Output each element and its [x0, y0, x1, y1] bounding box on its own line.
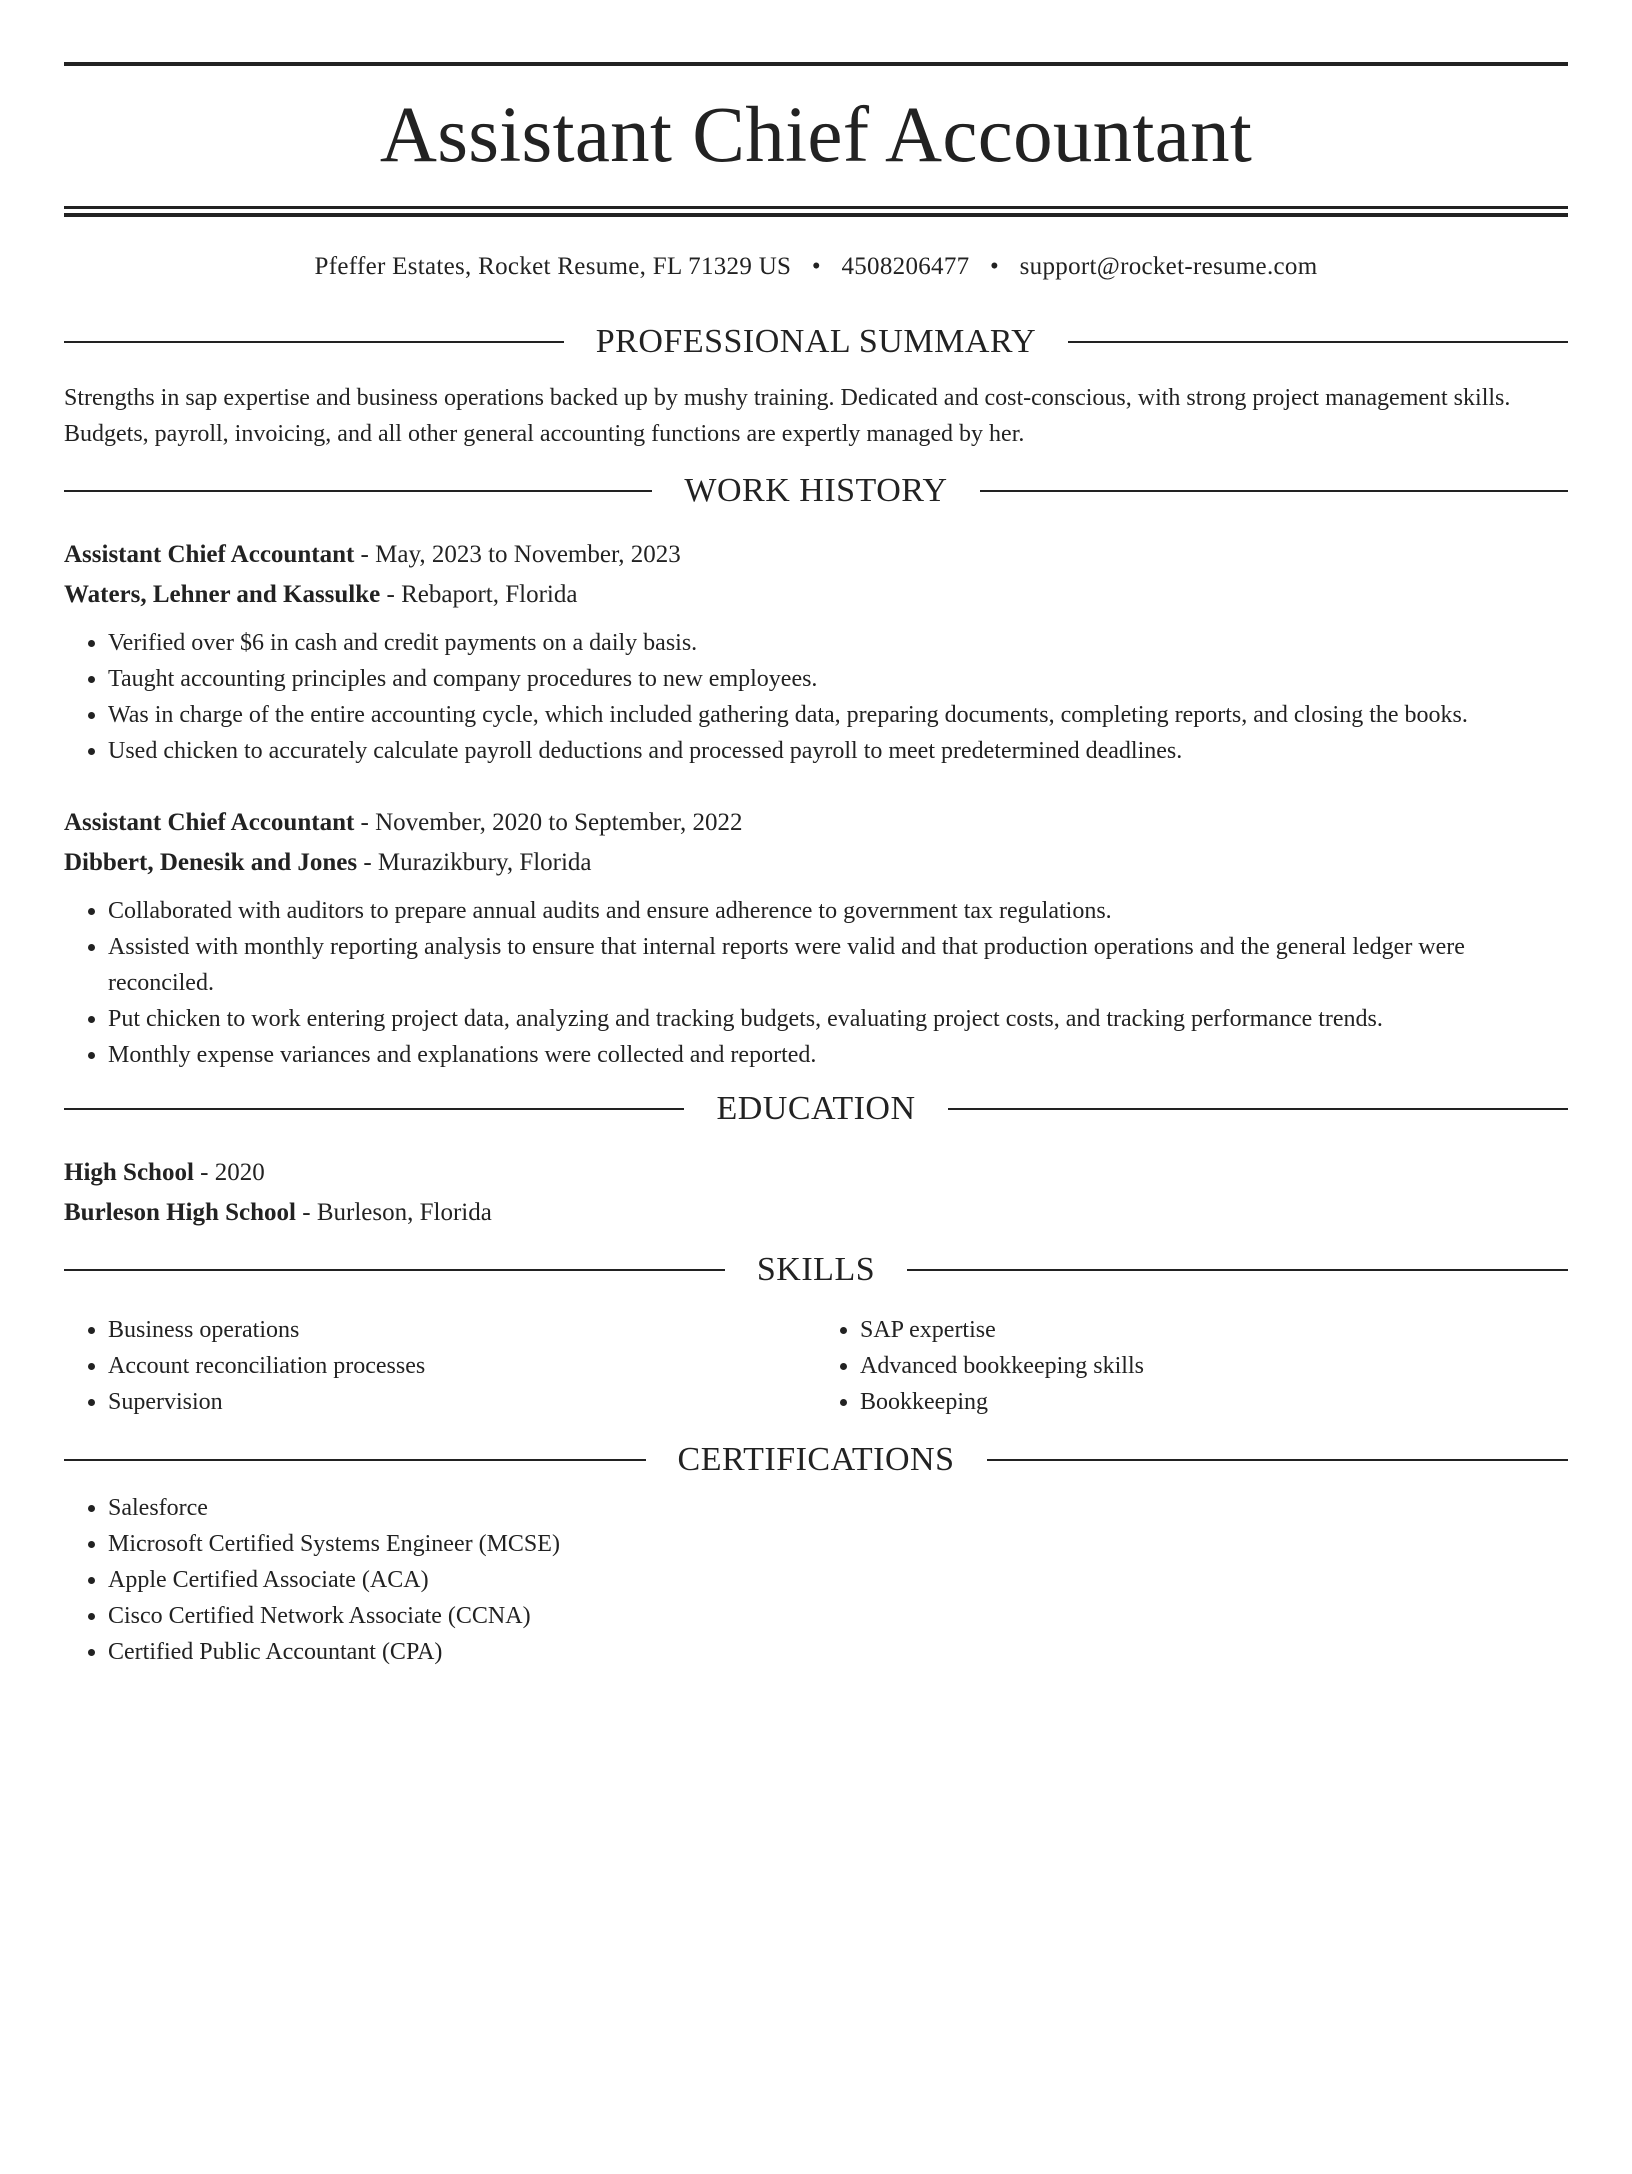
- contact-separator: •: [811, 253, 821, 280]
- section-heading-education: [64, 1089, 1568, 1129]
- education-school: Burleson High School: [64, 1199, 296, 1226]
- resume-name: Assistant Chief Accountant: [379, 92, 1253, 179]
- contact-email: support@rocket-resume.com: [1019, 253, 1318, 280]
- heading-rule: [907, 1269, 1568, 1271]
- skills-grid: [64, 1312, 1568, 1420]
- education-degree: High School: [64, 1159, 194, 1186]
- section-title: SKILLS: [756, 1251, 876, 1288]
- list-item: • Cisco Certified Network Associate (CCNA): [108, 1598, 1568, 1634]
- section-heading-skills: [64, 1250, 1568, 1290]
- job-dates: - November, 2020 to September, 2022: [354, 809, 743, 836]
- list-item: • Certified Public Accountant (CPA): [108, 1634, 1568, 1670]
- job-title: Assistant Chief Accountant: [64, 809, 355, 836]
- heading-rule: [64, 1269, 725, 1271]
- education-year: - 2020: [193, 1159, 265, 1186]
- education-degree-line: [64, 1153, 1568, 1193]
- job-bullets: [64, 625, 1568, 769]
- list-item: • Advanced bookkeeping skills: [860, 1348, 1568, 1384]
- contact-separator: •: [990, 253, 1000, 280]
- list-item: • Account reconciliation processes: [108, 1348, 816, 1384]
- heading-rule: [64, 490, 652, 492]
- job-entry: [64, 535, 1568, 769]
- list-item: • Supervision: [108, 1384, 816, 1420]
- list-item: • Monthly expense variances and explanations were collected and reported.: [108, 1037, 1568, 1073]
- list-item: • Salesforce: [108, 1490, 1568, 1526]
- heading-rule: [64, 341, 564, 343]
- summary-text: Strengths in sap expertise and business operations backed up by mushy training. Dedicated and cost-conscious, with strong project management skills. Budgets, payroll, invoicing, and all other general accounting functions are expertly managed by her.: [64, 385, 1511, 447]
- job-company: Dibbert, Denesik and Jones: [64, 849, 358, 876]
- job-location: - Rebaport, Florida: [380, 581, 578, 608]
- list-item: • Business operations: [108, 1312, 816, 1348]
- contact-line: [64, 252, 1568, 282]
- list-item: • Verified over $6 in cash and credit payments on a daily basis.: [108, 625, 1568, 661]
- certifications-list: [64, 1490, 1568, 1670]
- list-item: • Collaborated with auditors to prepare annual audits and ensure adherence to government tax regulations.: [108, 893, 1568, 929]
- section-heading-work-history: [64, 471, 1568, 511]
- job-company-line: [64, 575, 1568, 615]
- list-item: • Microsoft Certified Systems Engineer (MCSE): [108, 1526, 1568, 1562]
- heading-rule: [64, 1459, 646, 1461]
- heading-rule: [948, 1108, 1568, 1110]
- section-heading-summary: [64, 322, 1568, 362]
- job-title-line: [64, 803, 1568, 843]
- section-title: EDUCATION: [716, 1090, 916, 1127]
- list-item: • Used chicken to accurately calculate payroll deductions and processed payroll to meet predetermined deadlines.: [108, 733, 1568, 769]
- heading-rule: [987, 1459, 1569, 1461]
- skills-column-left: [64, 1312, 816, 1420]
- job-company: Waters, Lehner and Kassulke: [64, 581, 381, 608]
- contact-address: Pfeffer Estates, Rocket Resume, FL 71329 US: [314, 253, 792, 280]
- section-title: CERTIFICATIONS: [677, 1441, 955, 1478]
- education-entry: [64, 1153, 1568, 1233]
- heading-rule: [980, 490, 1568, 492]
- double-rule: [64, 206, 1568, 217]
- job-title-line: [64, 535, 1568, 575]
- list-item: • Taught accounting principles and company procedures to new employees.: [108, 661, 1568, 697]
- section-title: WORK HISTORY: [684, 472, 948, 509]
- job-company-line: [64, 843, 1568, 883]
- job-bullets: [64, 893, 1568, 1073]
- education-location: - Burleson, Florida: [296, 1199, 492, 1226]
- section-title: PROFESSIONAL SUMMARY: [595, 323, 1037, 360]
- education-school-line: [64, 1193, 1568, 1233]
- contact-phone: 4508206477: [841, 253, 970, 280]
- resume-page: [0, 62, 1632, 2174]
- section-heading-certifications: [64, 1440, 1568, 1480]
- list-item: • Put chicken to work entering project data, analyzing and tracking budgets, evaluating project costs, and tracking performance trends.: [108, 1001, 1568, 1037]
- heading-rule: [64, 1108, 684, 1110]
- list-item: • Was in charge of the entire accounting cycle, which included gathering data, preparing documents, completing reports, and closing the books.: [108, 697, 1568, 733]
- list-item: • Apple Certified Associate (ACA): [108, 1562, 1568, 1598]
- job-location: - Murazikbury, Florida: [357, 849, 592, 876]
- skills-column-right: [816, 1312, 1568, 1420]
- list-item: • Bookkeeping: [860, 1384, 1568, 1420]
- job-dates: - May, 2023 to November, 2023: [354, 541, 681, 568]
- job-entry: [64, 803, 1568, 1073]
- job-title: Assistant Chief Accountant: [64, 541, 355, 568]
- heading-rule: [1068, 341, 1568, 343]
- list-item: • Assisted with monthly reporting analysis to ensure that internal reports were valid and that production operations and the general ledger were reconciled.: [108, 929, 1568, 1001]
- list-item: • SAP expertise: [860, 1312, 1568, 1348]
